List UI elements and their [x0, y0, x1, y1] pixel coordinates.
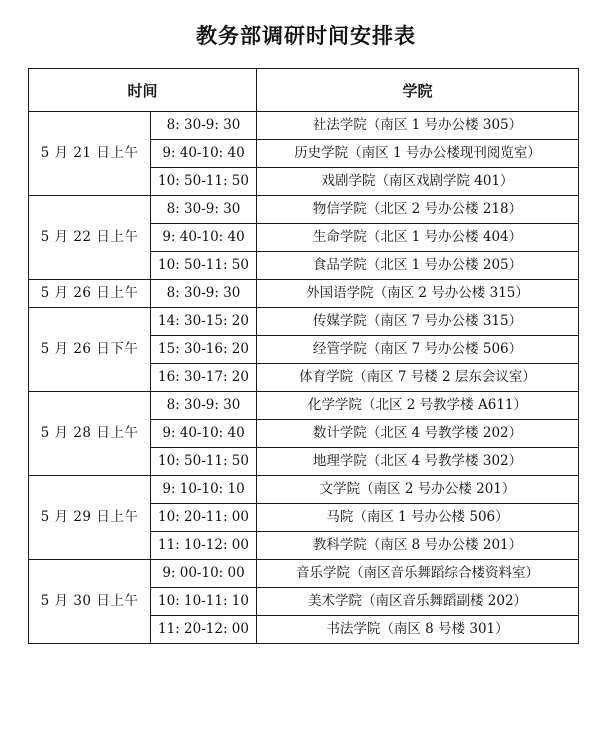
time-cell: 8: 30-9: 30 [151, 112, 257, 140]
college-cell: 马院（南区 1 号办公楼 506） [257, 504, 579, 532]
time-cell: 10: 20-11: 00 [151, 504, 257, 532]
college-cell: 传媒学院（南区 7 号办公楼 315） [257, 308, 579, 336]
college-cell: 美术学院（南区音乐舞蹈副楼 202） [257, 588, 579, 616]
college-cell: 外国语学院（南区 2 号办公楼 315） [257, 280, 579, 308]
time-cell: 8: 30-9: 30 [151, 196, 257, 224]
college-cell: 社法学院（南区 1 号办公楼 305） [257, 112, 579, 140]
time-cell: 9: 10-10: 10 [151, 476, 257, 504]
college-cell: 音乐学院（南区音乐舞蹈综合楼资料室） [257, 560, 579, 588]
time-cell: 10: 50-11: 50 [151, 168, 257, 196]
college-cell: 教科学院（南区 8 号办公楼 201） [257, 532, 579, 560]
time-cell: 10: 50-11: 50 [151, 448, 257, 476]
time-cell: 11: 20-12: 00 [151, 616, 257, 644]
college-cell: 书法学院（南区 8 号楼 301） [257, 616, 579, 644]
time-cell: 8: 30-9: 30 [151, 392, 257, 420]
date-cell: 5 月 26 日下午 [29, 308, 151, 392]
table-row [29, 560, 579, 588]
time-cell: 11: 10-12: 00 [151, 532, 257, 560]
time-cell: 9: 40-10: 40 [151, 420, 257, 448]
time-cell: 9: 00-10: 00 [151, 560, 257, 588]
date-cell: 5 月 30 日上午 [29, 560, 151, 644]
college-cell: 数计学院（北区 4 号教学楼 202） [257, 420, 579, 448]
table-row [29, 392, 579, 420]
table-row [29, 280, 579, 308]
college-cell: 生命学院（北区 1 号办公楼 404） [257, 224, 579, 252]
time-cell: 10: 10-11: 10 [151, 588, 257, 616]
time-cell: 14: 30-15: 20 [151, 308, 257, 336]
date-cell: 5 月 26 日上午 [29, 280, 151, 308]
college-cell: 经管学院（南区 7 号办公楼 506） [257, 336, 579, 364]
college-cell: 戏剧学院（南区戏剧学院 401） [257, 168, 579, 196]
table-row [29, 112, 579, 140]
college-cell: 体育学院（南区 7 号楼 2 层东会议室） [257, 364, 579, 392]
time-cell: 9: 40-10: 40 [151, 224, 257, 252]
college-cell: 食品学院（北区 1 号办公楼 205） [257, 252, 579, 280]
college-cell: 文学院（南区 2 号办公楼 201） [257, 476, 579, 504]
table-header-row [29, 69, 579, 112]
college-cell: 化学学院（北区 2 号教学楼 A611） [257, 392, 579, 420]
college-column-header: 学院 [257, 69, 579, 112]
time-cell: 9: 40-10: 40 [151, 140, 257, 168]
date-cell: 5 月 29 日上午 [29, 476, 151, 560]
time-cell: 15: 30-16: 20 [151, 336, 257, 364]
date-cell: 5 月 22 日上午 [29, 196, 151, 280]
table-row [29, 196, 579, 224]
date-cell: 5 月 28 日上午 [29, 392, 151, 476]
schedule-table [28, 68, 579, 644]
time-cell: 8: 30-9: 30 [151, 280, 257, 308]
date-cell: 5 月 21 日上午 [29, 112, 151, 196]
page-title: 教务部调研时间安排表 [196, 24, 416, 48]
time-cell: 16: 30-17: 20 [151, 364, 257, 392]
table-row [29, 476, 579, 504]
college-cell: 历史学院（南区 1 号办公楼现刊阅览室） [257, 140, 579, 168]
time-column-header: 时间 [29, 69, 257, 112]
table-row [29, 308, 579, 336]
college-cell: 地理学院（北区 4 号教学楼 302） [257, 448, 579, 476]
college-cell: 物信学院（北区 2 号办公楼 218） [257, 196, 579, 224]
time-cell: 10: 50-11: 50 [151, 252, 257, 280]
